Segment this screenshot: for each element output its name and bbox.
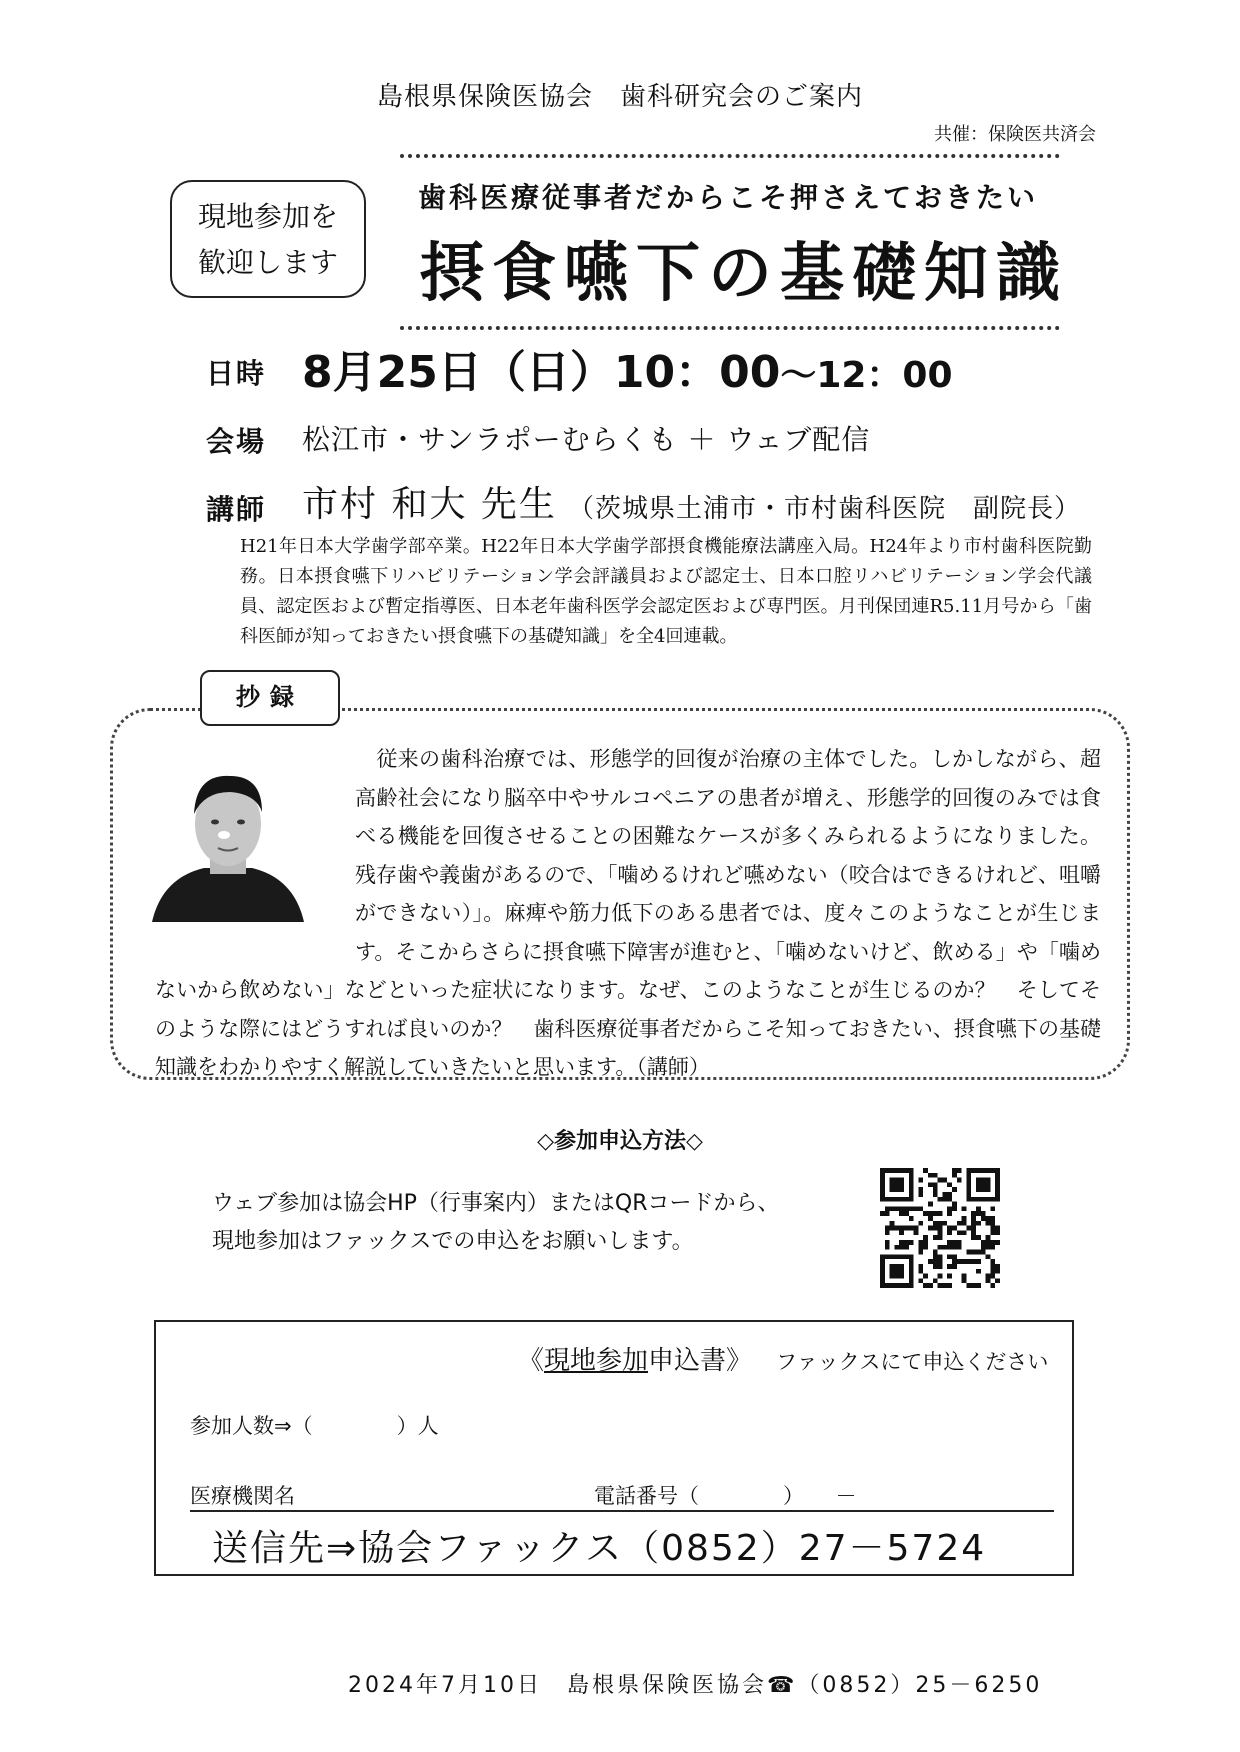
institution-field[interactable]: 医療機関名 xyxy=(190,1484,295,1508)
qr-code[interactable] xyxy=(880,1168,1000,1288)
co-sponsor: 共催：保険医共済会 xyxy=(934,124,1096,145)
date-value xyxy=(302,336,953,400)
lecturer-name: 市村 和大 先生 xyxy=(302,484,557,525)
date-label: 日時 xyxy=(206,357,267,390)
apply-instructions-onsite: 現地参加はファックスでの申込をお願いします。 xyxy=(212,1229,694,1254)
welcome-line-1: 現地参加を xyxy=(197,200,338,233)
venue-value: 松江市・サンラポーむらくも ＋ ウェブ配信 xyxy=(302,423,871,456)
venue-label: 会場 xyxy=(206,425,267,458)
abstract-label: 抄録 xyxy=(200,670,340,726)
abstract-body xyxy=(155,740,1101,1087)
lecturer-affiliation: （茨城県土浦市・市村歯科医院 副院長） xyxy=(568,494,1082,524)
lecturer-label: 講師 xyxy=(206,493,267,526)
apply-heading: ◇参加申込方法◇ xyxy=(537,1129,703,1154)
event-subtitle: 歯科医療従事者だからこそ押さえておきたい xyxy=(418,181,1039,214)
dotted-divider-bottom xyxy=(400,326,1060,330)
event-title: 摂食嚥下の基礎知識 xyxy=(420,237,1068,311)
header-title: 島根県保険医協会 歯科研究会のご案内 xyxy=(376,82,863,112)
form-note: ファックスにて申込ください xyxy=(776,1350,1049,1374)
abstract-text: 従来の歯科治療では、形態学的回復が治療の主体でした。しかしながら、超高齢社会になり脳卒中やサルコペニアの患者が増え、形態学的回復のみでは食べる機能を回復させることの困難なケースが多くみられるようになりました。残存歯や義歯があるので、「噛めるけれど嚥めない（咬合はできるけれど、咀嚼ができない）」。麻痺や筋力低下のある患者では、度々このようなことが生じます。そこからさらに摂食嚥下障害が進むと、「噛めないけど、飲める」や「噛めないから飲めない」などといった症状になります。なぜ、このようなことが生じるのか？ そしてそのような際にはどうすれば良いのか？ 歯科医療従事者だからこそ知っておきたい、摂食嚥下の基礎知識をわかりやすく解説していきたいと思います。（講師） xyxy=(155,747,1101,1079)
apply-instructions-web: ウェブ参加は協会HP（行事案内）またはQRコードから、 xyxy=(212,1191,780,1216)
form-title-open: 《 xyxy=(518,1346,545,1376)
welcome-badge xyxy=(170,180,366,298)
footer-contact: 2024年7月10日 島根県保険医協会☎（0852）25－6250 xyxy=(348,1673,1043,1698)
date-main: 8月25日（日）10：00 xyxy=(302,347,781,398)
lecturer-bio: H21年日本大学歯学部卒業。H22年日本大学歯学部摂食機能療法講座入局。H24年より市村歯科医院勤務。日本摂食嚥下リハビリテーション学会評議員および認定士、日本口腔リハビリテーション学会代議員、認定医および暫定指導医、日本老年歯科医学会認定医および専門医。月刊保団連R5.11月号から「歯科医師が知っておきたい摂食嚥下の基礎知識」を全4回連載。 xyxy=(240,536,1092,647)
form-title-underlined: 現地参加 xyxy=(544,1346,649,1376)
participant-count-field[interactable]: 参加人数⇒（ ）人 xyxy=(190,1414,439,1438)
welcome-line-2: 歓迎します xyxy=(197,246,338,279)
phone-field[interactable]: 電話番号（ ） － xyxy=(594,1484,857,1508)
institution-row xyxy=(190,1480,1054,1512)
date-tilde: ～ xyxy=(780,355,817,396)
form-title xyxy=(518,1340,752,1377)
form-title-rest: 申込書》 xyxy=(648,1346,753,1376)
date-end: 12：00 xyxy=(816,355,953,396)
fax-destination: 送信先⇒協会ファックス（0852）27－5724 xyxy=(212,1528,987,1569)
photo-spacer xyxy=(155,740,355,970)
dotted-divider-top xyxy=(400,154,1060,158)
